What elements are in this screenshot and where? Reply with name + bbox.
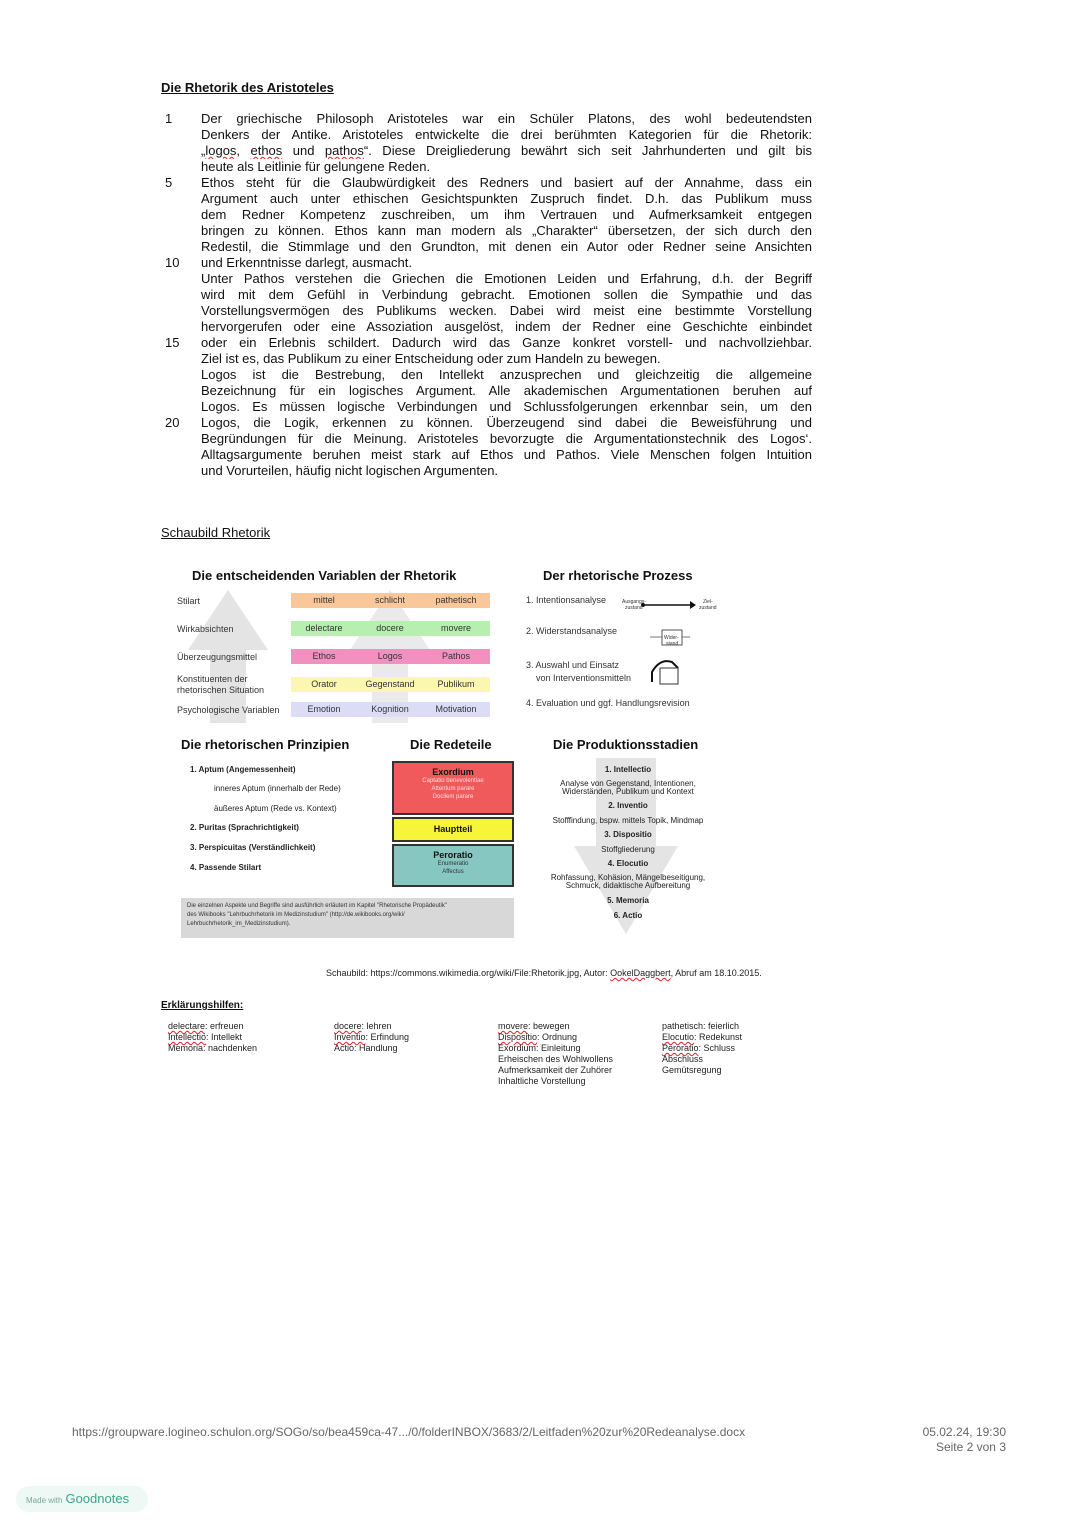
line-number: 10: [165, 255, 180, 270]
stage-4: 4. Elocutio: [607, 859, 649, 868]
stage-6: 6. Actio: [613, 911, 643, 920]
erklaerung-term: Peroratio: [662, 1043, 699, 1053]
erklaerung-entry: [334, 1032, 409, 1043]
erklaerung-entry: [662, 1054, 742, 1065]
erklaerung-entry: [168, 1021, 257, 1032]
line-text: Begründungen für die Meinung. Aristoteles bevorzugte die Argumentationstechnik des Logos‘.: [201, 431, 812, 446]
caption-author: OokelDaggbert: [610, 968, 671, 978]
erklaerung-entry: [662, 1065, 742, 1076]
widerstand-label: Wider- stand: [664, 635, 679, 647]
erklaerung-col-4: [662, 1021, 742, 1076]
prinzip-item: 3. Perspicuitas (Verständlichkeit): [190, 843, 316, 852]
variablen-row-label: Konstituenten der rhetorischen Situation: [177, 674, 265, 695]
line-text: Logos. Es müssen logische Verbindungen und Schlussfolgerungen erkennbar sein, um den: [201, 399, 812, 414]
stage-3-desc: Stoffgliederung: [601, 845, 655, 854]
prinzip-item: äußeres Aptum (Rede vs. Kontext): [214, 804, 337, 813]
text-line: [165, 415, 815, 431]
variablen-cell: Gegenstand: [357, 677, 423, 692]
variablen-cell: pathetisch: [422, 593, 490, 608]
footer-meta: [880, 1425, 1006, 1455]
stage-2-desc: Stofffindung, bspw. mittels Topik, Mindmap: [552, 816, 704, 825]
erklaerung-entry: [498, 1054, 613, 1065]
variablen-cell: Logos: [357, 649, 423, 664]
erklaerung-entry: [498, 1032, 613, 1043]
note-line-2: des Wikibooks "Lehrbuchrhetorik im Medizinstudium" (http://de.wikibooks.org/wiki/: [187, 912, 405, 918]
erklaerung-def: : Schluss: [698, 1043, 736, 1053]
variablen-cell: Ethos: [291, 649, 357, 664]
zielzustand-label: Ziel- zustand: [699, 599, 717, 611]
schaubild-caption: Schaubild: https://commons.wikimedia.org/wiki/File:Rhetorik.jpg, Autor: OokelDaggbert, Abruf am 18.10.2015.: [326, 968, 762, 978]
line-text: Alltagsargumente beruhen meist stark auf Ethos und Pathos. Viele Menschen folgen Intuition: [201, 447, 812, 462]
erklaerung-def: : Erfindung: [365, 1032, 410, 1042]
text-line: [165, 223, 815, 239]
erklaerung-def: Abschluss: [662, 1054, 704, 1064]
text-line: [165, 191, 815, 207]
erklaerung-def: Inhaltliche Vorstellung: [498, 1076, 586, 1086]
text-line: [165, 367, 815, 383]
erklaerung-def: Exordium: Einleitung: [498, 1043, 581, 1053]
erklaerung-term: docere: [334, 1021, 362, 1031]
goodnotes-badge[interactable]: [16, 1486, 148, 1512]
erklaerung-entry: [498, 1065, 613, 1076]
variablen-row-label: Wirkabsichten: [177, 624, 234, 634]
text-line: [165, 303, 815, 319]
erklaerung-entry: [662, 1021, 742, 1032]
body-text: [165, 111, 815, 479]
badge-brand: Goodnotes: [65, 1491, 130, 1506]
document-title: Die Rhetorik des Aristoteles: [161, 80, 334, 95]
line-number: 20: [165, 415, 180, 430]
prozess-step-1: 1. Intentionsanalyse: [526, 595, 607, 605]
erklaerung-def: : Ordnung: [537, 1032, 578, 1042]
exordium-sub-1: Captatio benevolentiae: [422, 778, 484, 784]
stage-1: 1. Intellectio: [604, 765, 652, 774]
variablen-cell: Emotion: [291, 702, 357, 717]
schaubild-title: Schaubild Rhetorik: [161, 525, 271, 540]
line-text: dem Redner Kompetenz zuschreiben, um ihm Vertrauen und Aufmerksamkeit entgegen: [201, 207, 812, 222]
erklaerung-entry: [662, 1032, 742, 1043]
rhetorik-diagram: [168, 560, 728, 945]
erklaerung-def: pathetisch: feierlich: [662, 1021, 740, 1031]
wikibooks-note: [181, 898, 514, 938]
stage-1-desc: Analyse von Gegenstand, Intentionen, Widerständen, Publikum und Kontext: [560, 779, 696, 796]
prinzipien-heading: Die rhetorischen Prinzipien: [181, 737, 350, 752]
erklaerung-term: delectare: [168, 1021, 206, 1031]
erklaerung-entry: [498, 1043, 613, 1054]
hauptteil-label: Hauptteil: [433, 824, 473, 834]
erklaerung-def: Gemütsregung: [662, 1065, 722, 1075]
erklaerung-term: Elocutio: [662, 1032, 695, 1042]
line-text: Redestil, die Stimmlage und den Grundton, mit denen ein Autor oder Redner seine Ansichten: [201, 239, 812, 254]
erklaerung-def: Memoria: nachdenken: [168, 1043, 258, 1053]
variablen-cell: Orator: [291, 677, 357, 692]
erklaerung-entry: [662, 1043, 742, 1054]
stadien-heading: Die Produktionsstadien: [553, 737, 699, 752]
line-text: wird mit dem Gefühl in Verbindung gebracht. Emotionen sollen die Sympathie und das: [201, 287, 812, 302]
line-text: Logos ist die Bestrebung, den Intellekt anzusprechen und gleichzeitig die allgemeine: [201, 367, 812, 382]
exordium-box: [392, 761, 514, 815]
variablen-row-label: Psychologische Variablen: [177, 705, 280, 715]
line-text: Der griechische Philosoph Aristoteles war ein Schüler Platons, des wohl bedeutendsten: [201, 111, 812, 126]
line-text: Logos, die Logik, erkennen zu können. Überzeugend sind dabei die Beweisführung und: [201, 415, 812, 430]
variablen-cell: Publikum: [422, 677, 490, 692]
line-text: bringen zu können. Ethos kann man modern als „Charakter“ übersetzen, der sich durch den: [201, 223, 812, 238]
text-line: [165, 271, 815, 287]
footer-date: 05.02.24, 19:30: [922, 1425, 1006, 1439]
redeteile-heading: Die Redeteile: [410, 737, 492, 752]
hauptteil-box: [392, 817, 514, 842]
erklaerung-def: Aufmerksamkeit der Zuhörer: [498, 1065, 613, 1075]
text-line: [165, 175, 815, 191]
line-number: 1: [165, 111, 173, 126]
erklaerung-col-1: [168, 1021, 257, 1054]
line-number: 5: [165, 175, 173, 190]
text-line: [165, 207, 815, 223]
badge-made-with: Made with: [26, 1496, 63, 1505]
text-line: [165, 159, 815, 175]
erklaerung-term: movere: [498, 1021, 529, 1031]
prozess-step-2: 2. Widerstandsanalyse: [526, 626, 618, 636]
variablen-row-label: Stilart: [177, 596, 201, 606]
erklaerung-title: Erklärungshilfen:: [161, 1000, 244, 1011]
stage-2: 2. Inventio: [608, 801, 648, 810]
variablen-cell: mittel: [291, 593, 357, 608]
line-text: oder ein Erlebnis schildert. Dadurch wird das Ganze konkret vorstell- und nachvollziehbar.: [201, 335, 812, 350]
prozess-step-3b: von Interventionsmitteln: [536, 673, 632, 683]
variablen-cell: Motivation: [422, 702, 490, 717]
text-line: [165, 463, 815, 479]
erklaerung-term: Intellectio: [168, 1032, 207, 1042]
line-number: 15: [165, 335, 180, 350]
variablen-cell: movere: [422, 621, 490, 636]
erklaerung-entry: [334, 1043, 409, 1054]
line-text: Argument auch unter ethischen Gesichtspunkten Zuspruch findet. D.h. das Publikum muss: [201, 191, 812, 206]
variablen-cell: Kognition: [357, 702, 423, 717]
peroratio-box: [392, 844, 514, 887]
erklaerung-term: Dispositio: [498, 1032, 538, 1042]
text-line: [165, 143, 815, 159]
peroratio-label: Peroratio: [433, 850, 473, 860]
text-line: [165, 399, 815, 415]
prozess-step-3: 3. Auswahl und Einsatz: [526, 660, 620, 670]
footer-page: Seite 2 von 3: [935, 1440, 1006, 1454]
line-text: Denkers der Antike. Aristoteles entwickelte die drei berühmten Kategorien für die Rhetorik:: [201, 127, 812, 142]
prinzip-item: 2. Puritas (Sprachrichtigkeit): [190, 823, 299, 832]
text-line: [165, 447, 815, 463]
variablen-heading: Die entscheidenden Variablen der Rhetorik: [192, 568, 457, 583]
erklaerung-col-2: [334, 1021, 409, 1054]
prinzip-item: 4. Passende Stilart: [190, 863, 262, 872]
line-text: heute als Leitlinie für gelungene Reden.: [201, 159, 431, 174]
peroratio-sub-2: Affectus: [442, 869, 464, 875]
line-text: und Vorurteilen, häufig nicht logischen Argumenten.: [201, 463, 499, 478]
prinzip-item: 1. Aptum (Angemessenheit): [190, 765, 296, 774]
erklaerung-def: : erfreuen: [205, 1021, 244, 1031]
footer-url[interactable]: https://groupware.logineo.schulon.org/SOGo/so/bea459ca-47.../0/folderINBOX/3683/2/Leitfaden%20zur%20Redeanalyse.docx: [72, 1425, 746, 1439]
exordium-sub-2: Attentum parare: [431, 786, 475, 792]
erklaerung-def: : lehren: [361, 1021, 392, 1031]
line-text: „logos, ethos und pathos“. Diese Dreigliederung bewährt sich seit Jahrhunderten und gilt bis: [201, 143, 812, 158]
line-text: hervorgerufen oder eine Assoziation ausgelöst, indem der Redner eine Geschichte einbindet: [201, 319, 812, 334]
variablen-cell: delectare: [291, 621, 357, 636]
erklaerung-entry: [334, 1021, 409, 1032]
text-line: [165, 255, 815, 271]
erklaerung-def: : bewegen: [528, 1021, 570, 1031]
line-text: Unter Pathos verstehen die Griechen die Emotionen Leiden und Erfahrung, d.h. der Begriff: [201, 271, 812, 286]
text-line: [165, 351, 815, 367]
line-text: Ziel ist es, das Publikum zu einer Entscheidung oder zum Handeln zu bewegen.: [201, 351, 661, 366]
line-text: und Erkenntnisse darlegt, ausmacht.: [201, 255, 413, 270]
note-line-3: Lehrbuchrhetorik_im_Medizinstudium).: [187, 921, 291, 927]
exordium-label: Exordium: [432, 767, 474, 777]
variablen-cell: docere: [357, 621, 423, 636]
variablen-cell: schlicht: [357, 593, 423, 608]
prinzip-item: inneres Aptum (innerhalb der Rede): [214, 784, 341, 793]
erklaerung-entry: [168, 1043, 257, 1054]
text-line: [165, 239, 815, 255]
prozess-step-4: 4. Evaluation und ggf. Handlungsrevision: [526, 698, 690, 708]
line-text: Ethos steht für die Glaubwürdigkeit des Redners und basiert auf der Annahme, dass ein: [201, 175, 812, 190]
text-line: [165, 319, 815, 335]
erklaerung-def: : Intellekt: [206, 1032, 243, 1042]
variablen-cell: Pathos: [422, 649, 490, 664]
stage-3: 3. Dispositio: [604, 830, 652, 839]
line-text: Bezeichnung für ein logisches Argument. Alle akademischen Argumentationen beruhen auf: [201, 383, 812, 398]
line-text: Vorstellungsvermögen des Publikums wecken. Dabei wird meist eine bestimmte Vorstellung: [201, 303, 812, 318]
text-line: [165, 287, 815, 303]
erklaerung-entry: [498, 1076, 613, 1087]
erklaerung-entry: [168, 1032, 257, 1043]
variablen-row-label: Überzeugungsmittel: [177, 652, 258, 662]
ausgangszustand-label: Ausgangs- zustand: [622, 599, 646, 611]
erklaerung-entry: [498, 1021, 613, 1032]
text-line: [165, 431, 815, 447]
erklaerung-col-3: [498, 1021, 613, 1087]
note-line-1: Die einzelnen Aspekte und Begriffe sind ausführlich erläutert im Kapitel "Rhetorische Propädeutik": [187, 903, 447, 909]
erklaerung-def: : Redekunst: [694, 1032, 743, 1042]
stage-4-desc: Rohfassung, Kohäsion, Mängelbeseitigung, Schmuck, didaktische Aufbereitung: [550, 873, 706, 890]
text-line: [165, 127, 815, 143]
text-line: [165, 383, 815, 399]
exordium-sub-3: Docilem parare: [432, 794, 474, 800]
prozess-heading: Der rhetorische Prozess: [543, 568, 693, 583]
erklaerung-term: Inventio: [334, 1032, 366, 1042]
peroratio-sub-1: Enumeratio: [437, 861, 469, 867]
erklaerung-def: Actio: Handlung: [334, 1043, 398, 1053]
erklaerung-def: Erheischen des Wohlwollens: [498, 1054, 613, 1064]
text-line: [165, 111, 815, 127]
stage-5: 5. Memoria: [607, 896, 649, 905]
text-line: [165, 335, 815, 351]
